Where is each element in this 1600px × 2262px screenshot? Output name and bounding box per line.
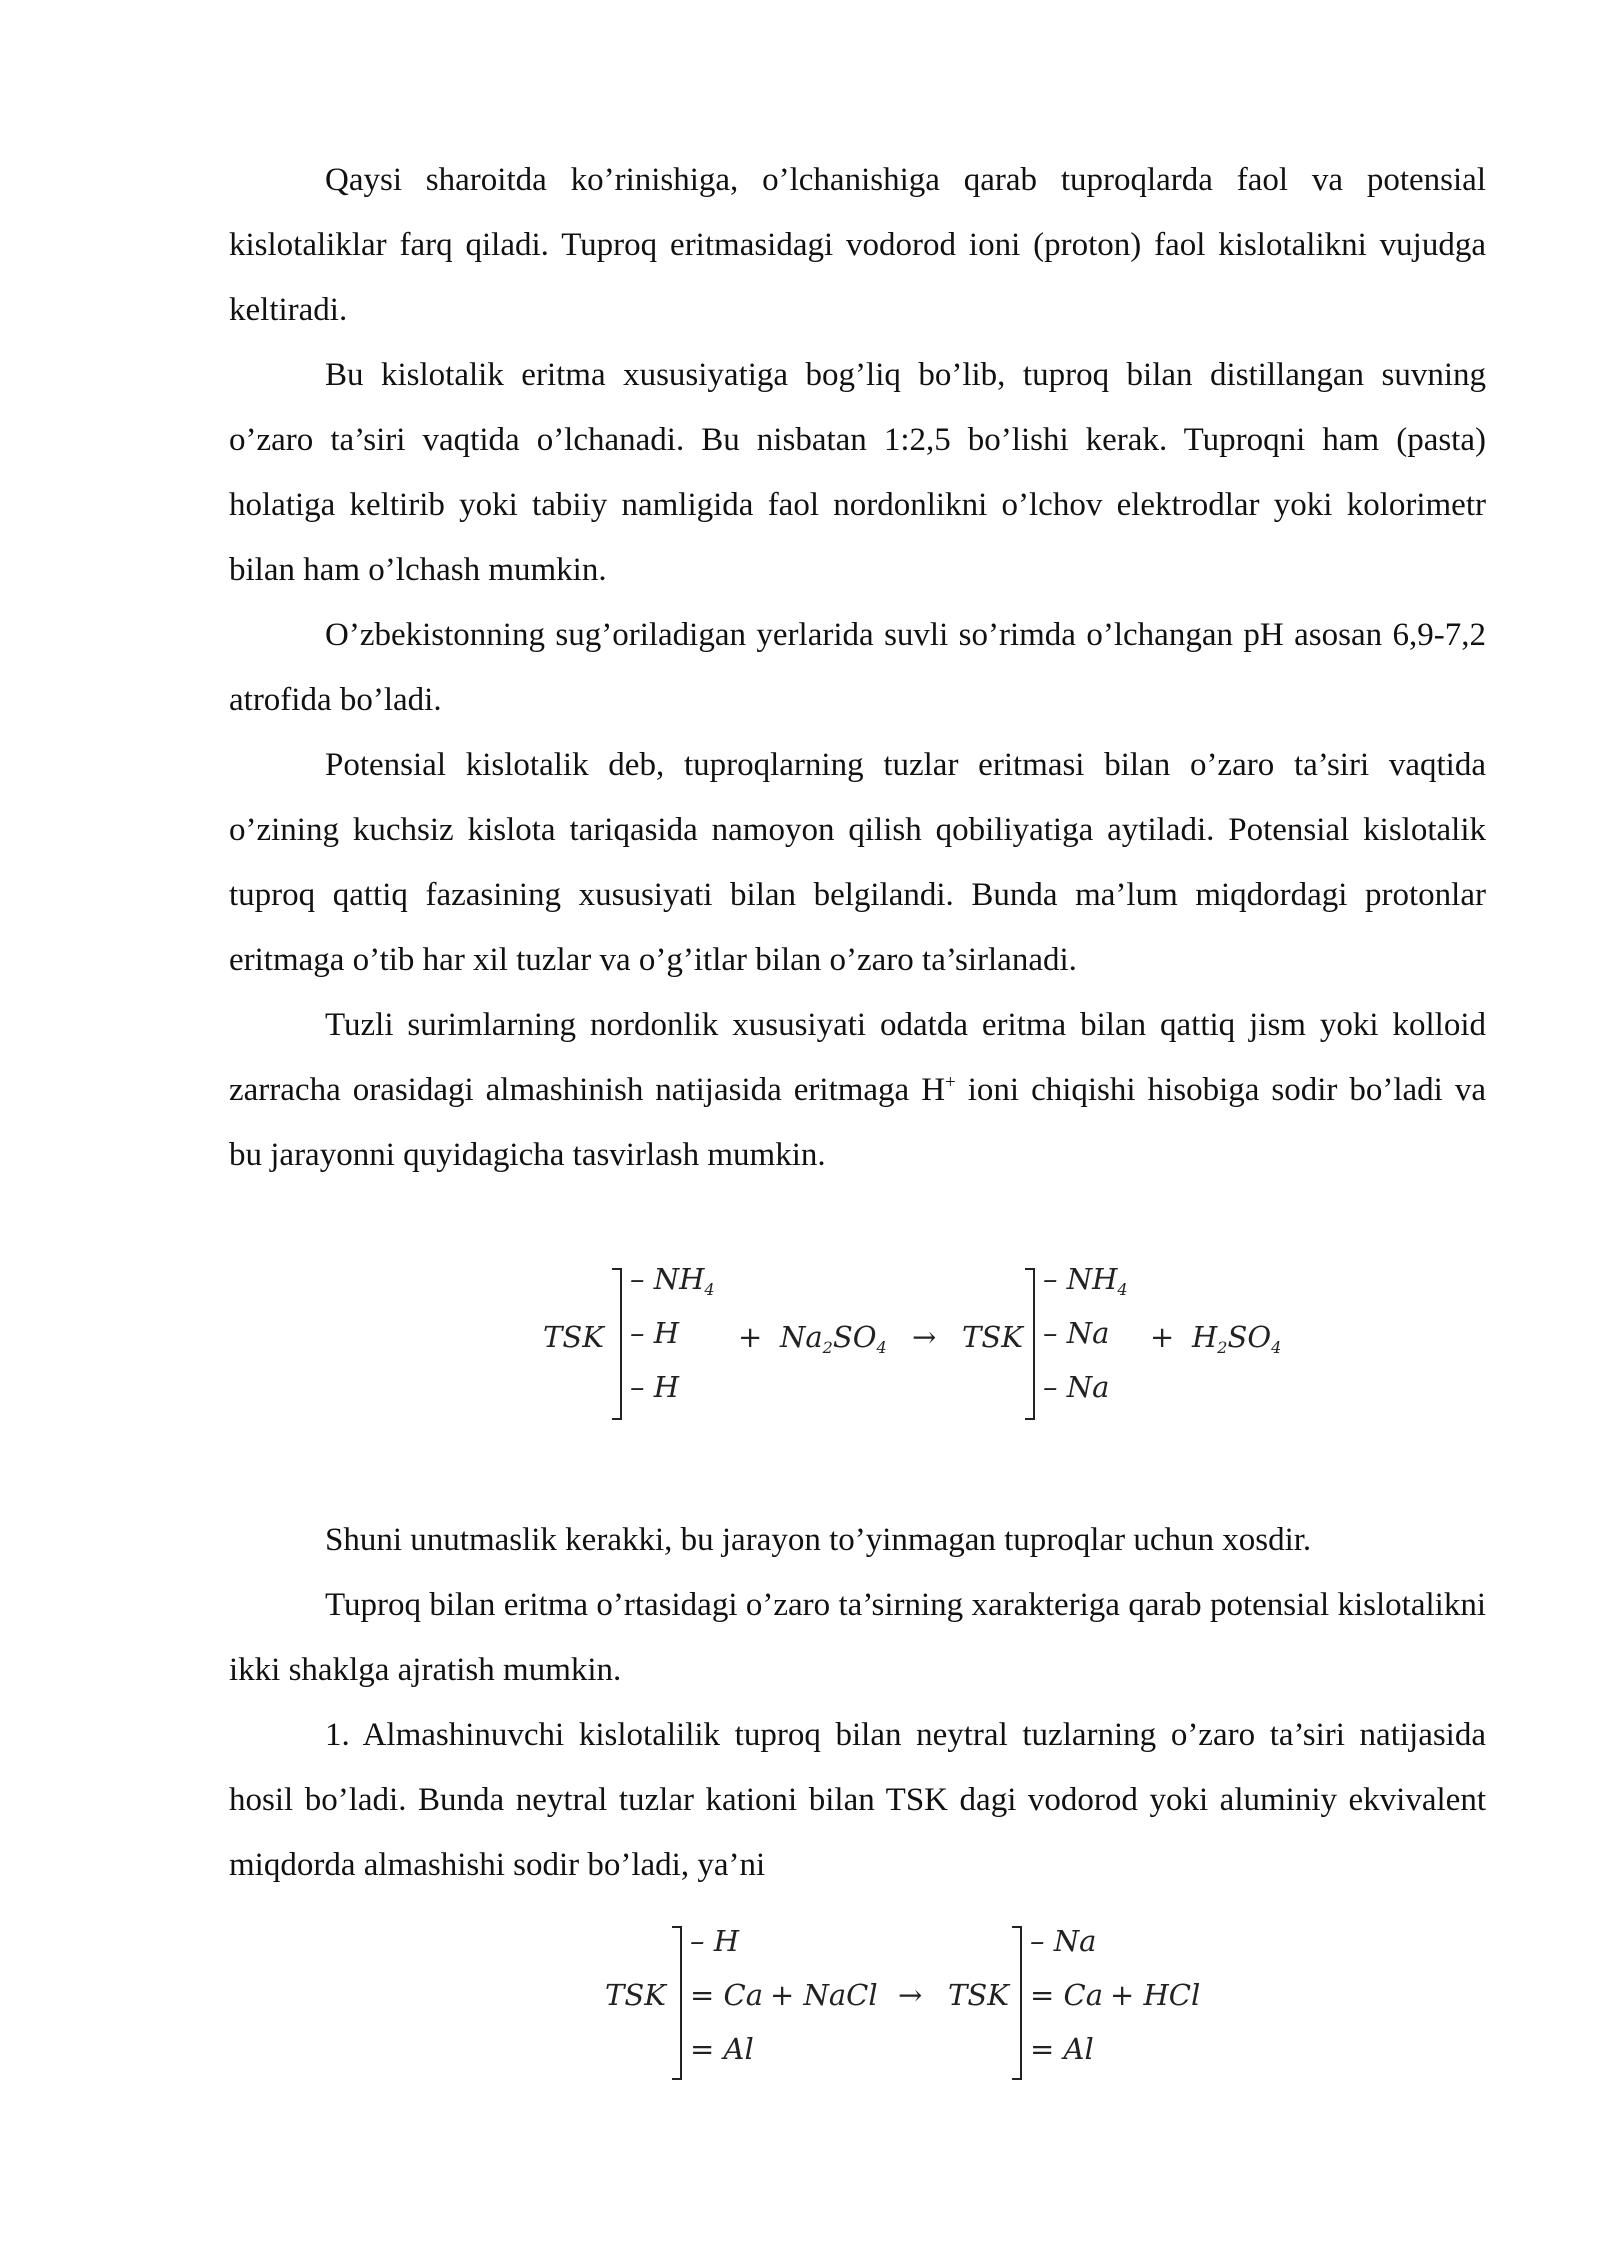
formula-group: – Na [1043, 1316, 1110, 1350]
formula-group: = Al [1030, 2032, 1094, 2066]
formula-arrow: → [912, 1320, 937, 1354]
formula-lhs-tsk: TSK [543, 1320, 604, 1354]
formula-reagent: + NaCl [770, 1978, 878, 2012]
formula-group: – H [630, 1370, 680, 1404]
paragraph: Shuni unutmaslik kerakki, bu jarayon to’yinmagan tuproqlar uchun xosdir. [325, 1522, 1312, 1558]
formula-group: = Ca [1030, 1978, 1103, 2012]
paragraph: Bu kislotalik eritma xususiyatiga bog’liq bo’lib, tuproq bilan distillangan suvning o’zaro ta’siri vaqtida o’lchanadi. Bu nisbatan 1:2,5 bo’lishi kerak. Tuproqni ham (pasta) holatiga keltirib yoki tabiiy namligida faol nordonlikni o’lchov elektrodlar yoki kolorimetr bilan ham o’lchash mumkin. [229, 357, 1486, 588]
paragraph-text: ioni chiqishi hisobiga sodir bo’ladi va bu jarayonni quyidagicha tasvirlash mumkin. [229, 1072, 1486, 1173]
paragraph: 1. Almashinuvchi kislotalilik tuproq bilan neytral tuzlarning o’zaro ta’siri natijasida hosil bo’ladi. Bunda neytral tuzlar kationi bilan TSK dagi vodorod yoki aluminiy ekvivalent miqdorda almashishi sodir bo’ladi, ya’ni [229, 1717, 1486, 1883]
formula-group: – H [690, 1924, 740, 1958]
paragraph: Qaysi sharoitda ko’rinishiga, o’lchanishiga qarab tuproqlarda faol va potensial kislotaliklar farq qiladi. Tuproq eritmasidagi vodorod ioni (proton) faol kislotalikni vujudga keltiradi. [229, 162, 1486, 328]
formula-group: – $NH_4$ [630, 1262, 715, 1299]
formula-bracket [672, 1926, 682, 2080]
formula-lhs-tsk: TSK [605, 1978, 666, 2012]
paragraph: O’zbekistonning sug’oriladigan yerlarida suvli so’rimda o’lchangan pH asosan 6,9-7,2 atrofida bo’ladi. [229, 617, 1486, 718]
formula-reagent: $Na_2SO_4$ [780, 1320, 887, 1357]
formula-rhs-tsk: TSK [962, 1320, 1023, 1354]
formula-group: – Na [1043, 1370, 1110, 1404]
formula-group: = Ca [690, 1978, 763, 2012]
formula-plus: + [1150, 1320, 1175, 1354]
formula-group: – $NH_4$ [1043, 1262, 1128, 1299]
paragraph: Tuproq bilan eritma o’rtasidagi o’zaro ta’sirning xarakteriga qarab potensial kislotalikni ikki shaklga ajratish mumkin. [229, 1587, 1486, 1688]
formula-group: – H [630, 1316, 680, 1350]
formula-product: + HCl [1110, 1978, 1201, 2012]
formula-product: $H_2SO_4$ [1192, 1320, 1282, 1357]
paragraph: Potensial kislotalik deb, tuproqlarning tuzlar eritmasi bilan o’zaro ta’siri vaqtida o’zining kuchsiz kislota tariqasida namoyon qilish qobiliyatiga aytiladi. Potensial kislotalik tuproq qattiq fazasining xususiyati bilan belgilandi. Bunda ma’lum miqdordagi protonlar eritmaga o’tib har xil tuzlar va o’g’itlar bilan o’zaro ta’sirlanadi. [229, 747, 1486, 978]
superscript-plus: + [945, 1072, 956, 1093]
formula-plus: + [738, 1320, 763, 1354]
formula-group: – Na [1030, 1924, 1097, 1958]
formula-arrow: → [898, 1978, 923, 2012]
formula-bracket [1012, 1926, 1022, 2080]
formula-rhs-tsk: TSK [948, 1978, 1009, 2012]
paragraph-text: Tuzli surimlarning nordonlik xususiyati odatda eritma bilan qattiq jism yoki kolloid zarracha orasidagi almashinish natijasida eritmaga H [229, 1007, 1486, 1108]
formula-group: = Al [690, 2032, 754, 2066]
